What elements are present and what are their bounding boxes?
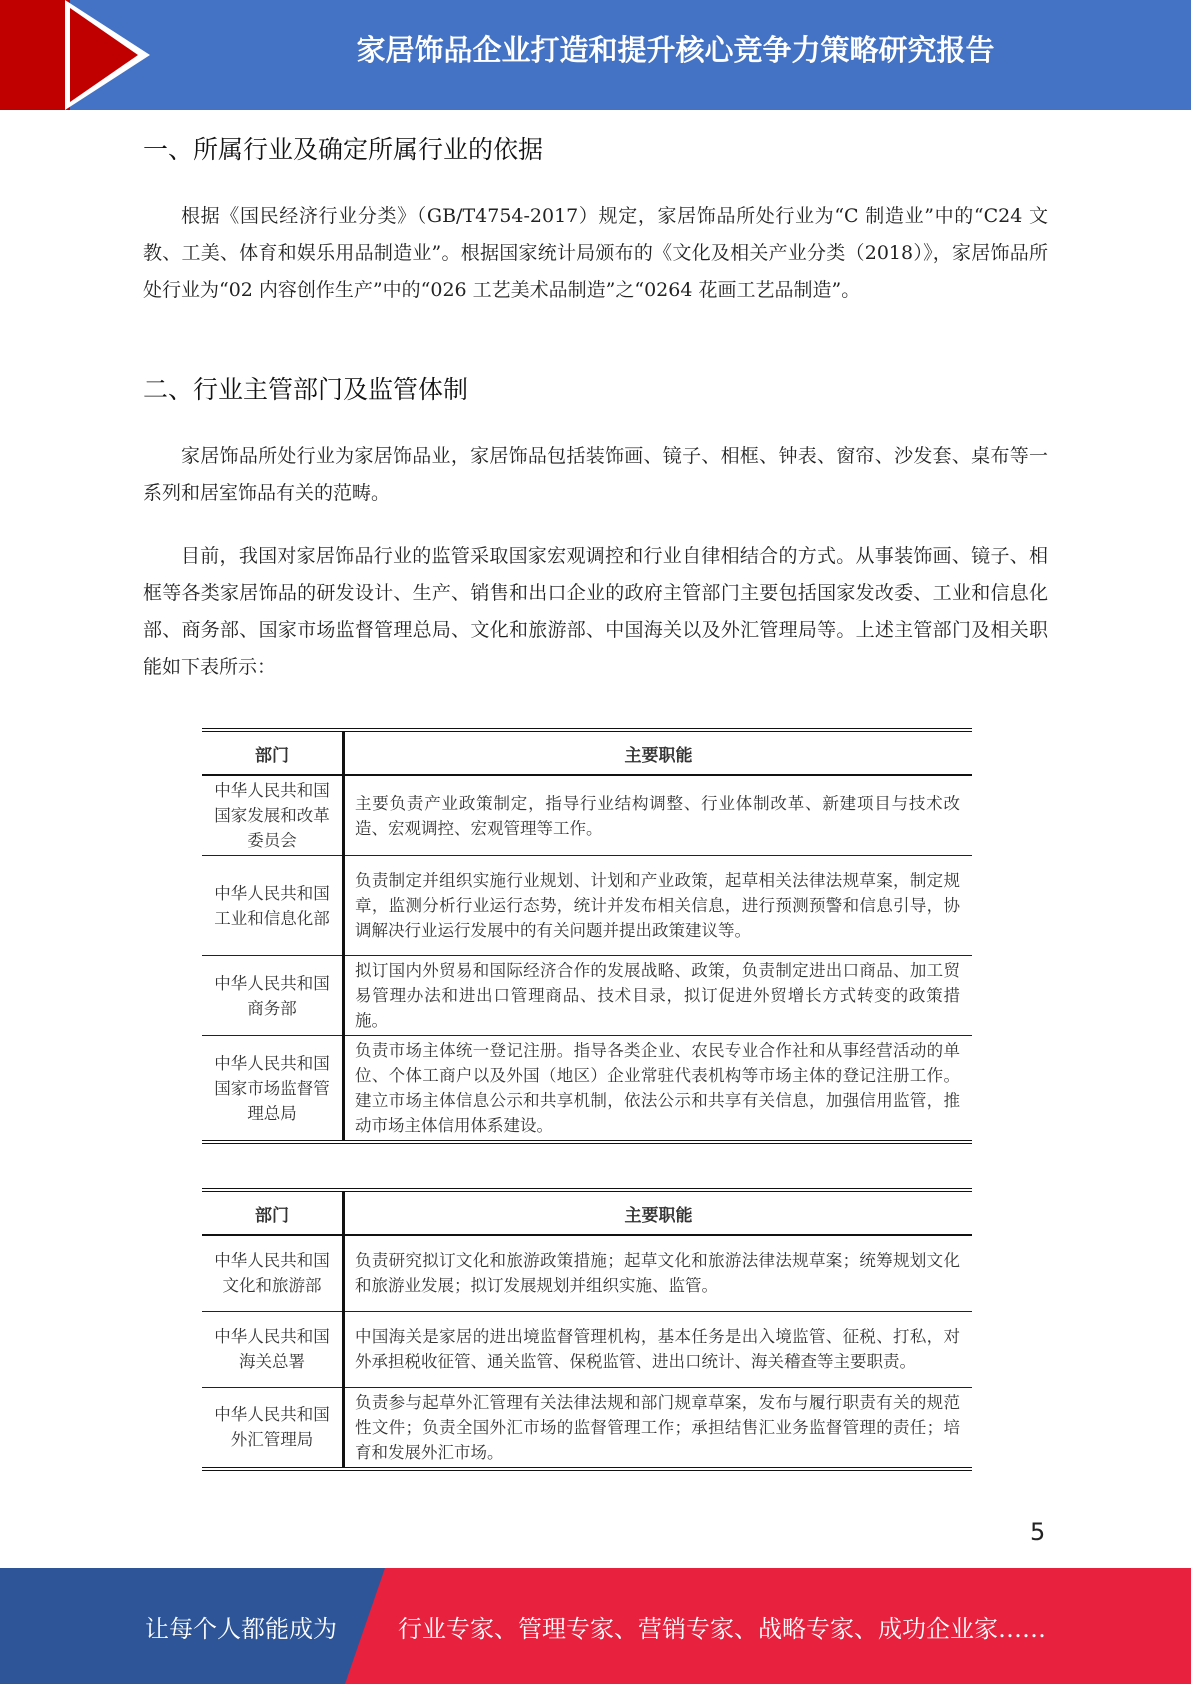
table-row xyxy=(202,956,972,1036)
header-red-block xyxy=(0,0,70,110)
column-header-function: 主要职能 xyxy=(344,730,973,775)
function-cell: 负责市场主体统一登记注册。指导各类企业、农民专业合作社和从事经营活动的单位、个体工商户以及外国（地区）企业常驻代表机构等市场主体的登记注册工作。建立市场主体信息公示和共享机制，依法公示和共享有关信息，加强信用监管，推动市场主体信用体系建设。 xyxy=(344,1036,973,1143)
column-header-function: 主要职能 xyxy=(344,1190,973,1235)
function-cell: 负责研究拟订文化和旅游政策措施；起草文化和旅游法律法规草案；统筹规划文化和旅游业发展；拟订发展规划并组织实施、监管。 xyxy=(344,1235,973,1311)
department-cell: 中华人民共和国商务部 xyxy=(202,956,344,1036)
table-row xyxy=(202,1036,972,1143)
column-header-department: 部门 xyxy=(202,730,344,775)
department-cell: 中华人民共和国外汇管理局 xyxy=(202,1387,344,1469)
function-cell: 拟订国内外贸易和国际经济合作的发展战略、政策，负责制定进出口商品、加工贸易管理办法和进出口管理商品、技术目录，拟订促进外贸增长方式转变的政策措施。 xyxy=(344,956,973,1036)
department-cell: 中华人民共和国工业和信息化部 xyxy=(202,856,344,956)
page-number: 5 xyxy=(1030,1518,1046,1546)
footer-slogan-right: 行业专家、管理专家、营销专家、战略专家、成功企业家…… xyxy=(398,1615,1046,1643)
table-row xyxy=(202,1235,972,1311)
header-chevron-inner xyxy=(70,8,138,102)
table-row xyxy=(202,1387,972,1469)
function-cell: 主要负责产业政策制定，指导行业结构调整、行业体制改革、新建项目与技术改造、宏观调控、宏观管理等工作。 xyxy=(344,775,973,856)
page-header xyxy=(0,0,1191,110)
paragraph-1: 根据《国民经济行业分类》（GB/T4754-2017）规定，家居饰品所处行业为“C 制造业”中的“C24 文教、工美、体育和娱乐用品制造业”。根据国家统计局颁布的《文化及相关产业分类（2018）》，家居饰品所处行业为“02 内容创作生产”中的“026 工艺美术品制造”之“0264 花画工艺品制造”。 xyxy=(143,205,1048,301)
departments-table-2 xyxy=(202,1188,972,1471)
paragraph-2: 家居饰品所处行业为家居饰品业，家居饰品包括装饰画、镜子、相框、钟表、窗帘、沙发套、桌布等一系列和居室饰品有关的范畴。 xyxy=(143,445,1048,504)
department-cell: 中华人民共和国文化和旅游部 xyxy=(202,1235,344,1311)
paragraph-3: 目前，我国对家居饰品行业的监管采取国家宏观调控和行业自律相结合的方式。从事装饰画、镜子、相框等各类家居饰品的研发设计、生产、销售和出口企业的政府主管部门主要包括国家发改委、工业和信息化部、商务部、国家市场监督管理总局、文化和旅游部、中国海关以及外汇管理局等。上述主管部门及相关职能如下表所示： xyxy=(143,545,1048,678)
function-cell: 负责制定并组织实施行业规划、计划和产业政策，起草相关法律法规草案，制定规章，监测分析行业运行态势，统计并发布相关信息，进行预测预警和信息引导，协调解决行业运行发展中的有关问题并提出政策建议等。 xyxy=(344,856,973,956)
footer-blue-slant xyxy=(345,1568,385,1684)
table-header-row xyxy=(202,1190,972,1235)
table-row xyxy=(202,856,972,956)
section-heading-2: 二、行业主管部门及监管体制 xyxy=(143,375,469,404)
table-row xyxy=(202,775,972,856)
department-cell: 中华人民共和国海关总署 xyxy=(202,1311,344,1387)
column-header-department: 部门 xyxy=(202,1190,344,1235)
function-cell: 中国海关是家居的进出境监督管理机构，基本任务是出入境监管、征税、打私，对外承担税收征管、通关监管、保税监管、进出口统计、海关稽查等主要职责。 xyxy=(344,1311,973,1387)
department-cell: 中华人民共和国国家发展和改革委员会 xyxy=(202,775,344,856)
page-footer xyxy=(0,1568,1191,1684)
department-cell: 中华人民共和国国家市场监督管理总局 xyxy=(202,1036,344,1143)
table-header-row xyxy=(202,730,972,775)
section-heading-1: 一、所属行业及确定所属行业的依据 xyxy=(143,135,544,164)
table-row xyxy=(202,1311,972,1387)
footer-slogan-left: 让每个人都能成为 xyxy=(145,1615,337,1643)
departments-table-1 xyxy=(202,728,972,1144)
function-cell: 负责参与起草外汇管理有关法律法规和部门规章草案，发布与履行职责有关的规范性文件；负责全国外汇市场的监督管理工作；承担结售汇业务监督管理的责任；培育和发展外汇市场。 xyxy=(344,1387,973,1469)
header-title: 家居饰品企业打造和提升核心竞争力策略研究报告 xyxy=(356,33,995,67)
